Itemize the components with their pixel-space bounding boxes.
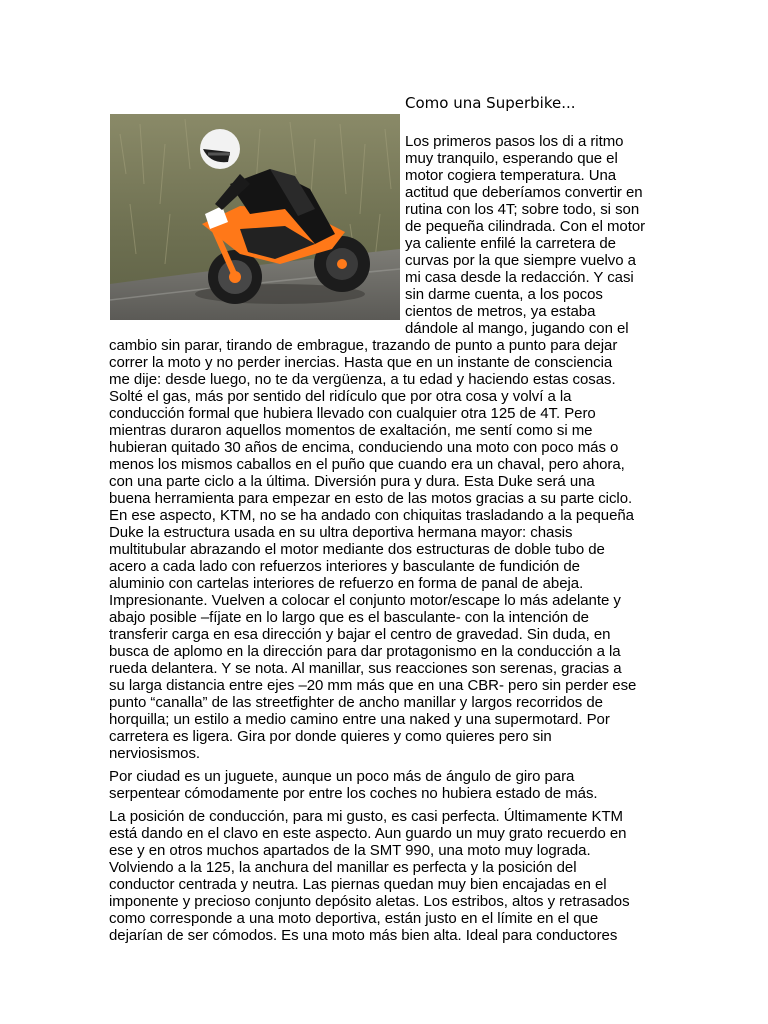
motorcycle-photo [110, 114, 400, 320]
text-line: Duke la estructura usada en su ultra deportiva hermana mayor: chasis [109, 524, 573, 541]
text-line: conductor centrada y neutra. Las piernas quedan muy bien encajadas en el [109, 876, 607, 893]
motorcycle-illustration [110, 114, 400, 320]
text-line: está dando en el clavo en este aspecto. Aun guardo un muy grato recuerdo en [109, 825, 627, 842]
text-line: carretera es ligera. Gira por donde quieres y como quieres pero sin [109, 728, 552, 745]
text-line: conducción formal que hubiera llevado con cualquier otra 125 de 4T. Pero [109, 405, 596, 422]
text-line: sin darme cuenta, a los pocos [405, 286, 603, 303]
text-line: muy tranquilo, esperando que el [405, 150, 618, 167]
text-line: motor cogiera temperatura. Una [405, 167, 617, 184]
text-line: buena herramienta para empezar en esto de las motos gracias a su parte ciclo. [109, 490, 633, 507]
text-line: Por ciudad es un juguete, aunque un poco más de ángulo de giro para [109, 768, 575, 785]
text-line: aluminio con cartelas interiores de refuerzo en forma de panal de abeja. [109, 575, 584, 592]
text-line: correr la moto y no perder inercias. Hasta que en un instante de consciencia [109, 354, 613, 371]
text-line: rutina con los 4T; sobre todo, si son [405, 201, 640, 218]
text-line: de pequeña cilindrada. Con el motor [405, 218, 646, 235]
text-line: punto “canalla” de las streetfighter de ancho manillar y largos recorridos de [109, 694, 603, 711]
text-line: horquilla; un estilo a medio camino entre una naked y una supermotard. Por [109, 711, 610, 728]
text-line: dejarían de ser cómodos. Es una moto más bien alta. Ideal para conductores [109, 927, 618, 944]
text-line: transferir carga en esa dirección y bajar el centro de gravedad. Sin duda, en [109, 626, 611, 643]
text-line: Solté el gas, más por sentido del ridículo que por otra cosa y volví a la [109, 388, 572, 405]
text-line: Volviendo a la 125, la anchura del manillar es perfecta y la posición del [109, 859, 577, 876]
text-line: actitud que deberíamos convertir en [405, 184, 643, 201]
text-line: rueda delantera. Y se nota. Al manillar, sus reacciones son serenas, gracias a [109, 660, 622, 677]
text-line: con una parte ciclo a la última. Diversión pura y dura. Esta Duke será una [109, 473, 595, 490]
article-heading: Como una Superbike... [405, 94, 576, 112]
text-line: cientos de metros, ya estaba [405, 303, 596, 320]
text-line: mientras duraron aquellos momentos de exaltación, me sentí como si me [109, 422, 593, 439]
text-line: Impresionante. Vuelven a colocar el conjunto motor/escape lo más adelante y [109, 592, 621, 609]
text-line: nerviosismos. [109, 745, 201, 762]
text-line: busca de aplomo en la dirección para dar protagonismo en la conducción a la [109, 643, 621, 660]
text-line: acero a cada lado con refuerzos interiores y basculante de fundición de [109, 558, 580, 575]
text-line: menos los mismos caballos en el puño que cuando era un chaval, pero ahora, [109, 456, 625, 473]
text-line: Los primeros pasos los di a ritmo [405, 133, 624, 150]
text-line: mi casa desde la redacción. Y casi [405, 269, 634, 286]
text-line: me dije: desde luego, no te da vergüenza, a tu edad y haciendo estas cosas. [109, 371, 616, 388]
text-line: hubieran quitado 30 años de encima, conduciendo una moto con poco más o [109, 439, 619, 456]
text-line: abajo posible –fíjate en lo largo que es el basculante- con la intención de [109, 609, 589, 626]
text-line: como corresponde a una moto deportiva, están justo en el límite en el que [109, 910, 599, 927]
text-line: En ese aspecto, KTM, no se ha andado con chiquitas trasladando a la pequeña [109, 507, 634, 524]
text-line: imponente y precioso conjunto depósito aletas. Los estribos, altos y retrasados [109, 893, 630, 910]
text-line: cambio sin parar, tirando de embrague, trazando de punto a punto para dejar [109, 337, 618, 354]
text-line: serpentear cómodamente por entre los coches no hubiera estado de más. [109, 785, 598, 802]
text-line: curvas por la que siempre vuelvo a [405, 252, 636, 269]
text-line: dándole al mango, jugando con el [405, 320, 629, 337]
text-line: ya caliente enfilé la carretera de [405, 235, 616, 252]
text-line: su larga distancia entre ejes –20 mm más que en una CBR- pero sin perder ese [109, 677, 637, 694]
text-line: La posición de conducción, para mi gusto, es casi perfecta. Últimamente KTM [109, 808, 623, 825]
text-line: ese y en otros muchos apartados de la SMT 990, una moto muy lograda. [109, 842, 591, 859]
text-line: multitubular abrazando el motor mediante dos estructuras de doble tubo de [109, 541, 605, 558]
